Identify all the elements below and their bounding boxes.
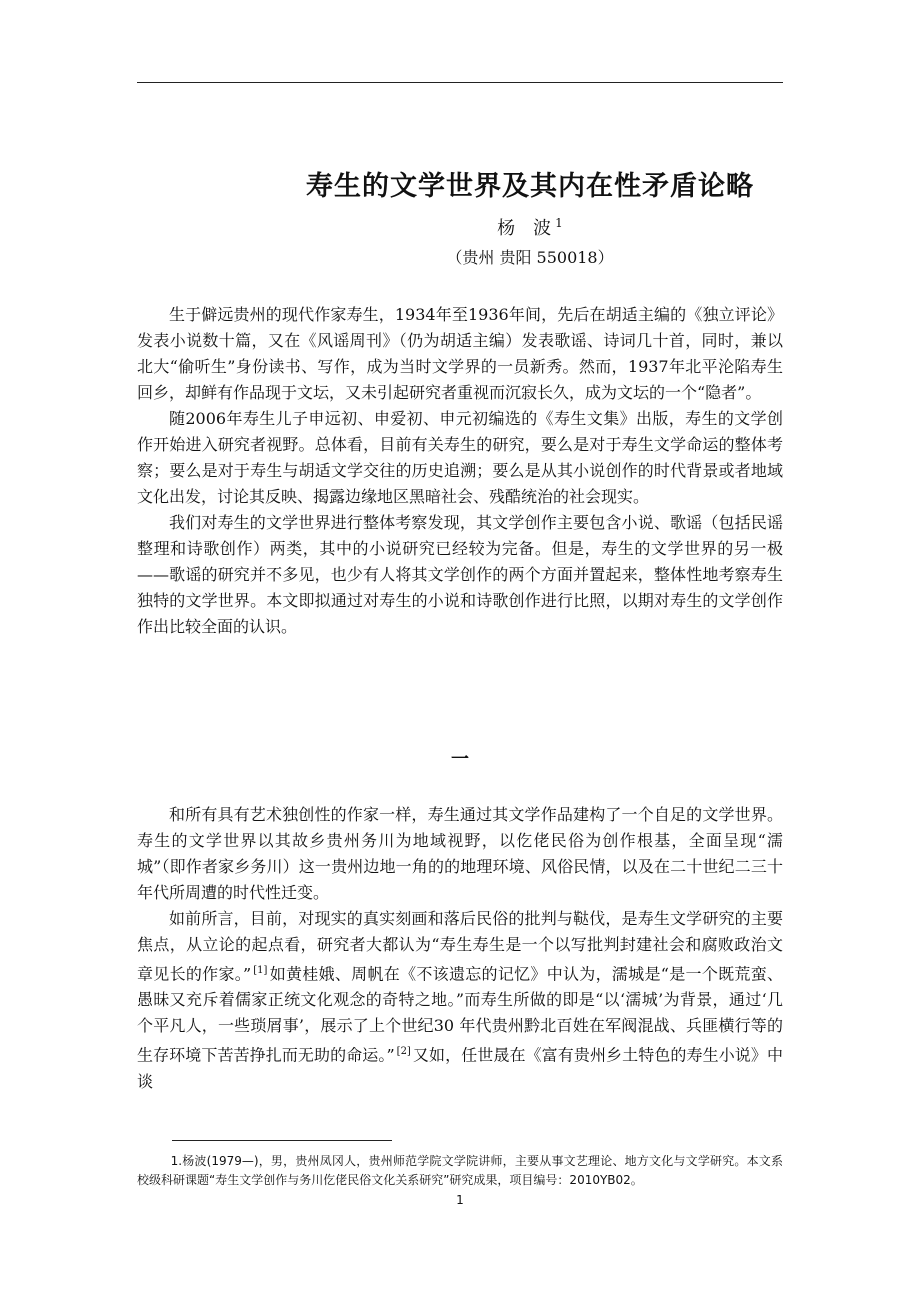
author-affiliation: （贵州 贵阳 550018）: [446, 248, 614, 267]
header-rule: [137, 82, 783, 83]
citation-ref[interactable]: [1]: [253, 965, 268, 976]
article-title: 寿生的文学世界及其内在性矛盾论略: [306, 171, 754, 202]
author-footnote-mark[interactable]: 1: [555, 216, 563, 230]
footnote: 1.杨波(1979—)，男，贵州凤冈人，贵州师范学院文学院讲师，主要从事文艺理论、地方文化与文学研究。本文系校级科研课题“寿生文学创作与务川仡佬民俗文化关系研究”研究成果，项目编号：2010YB02。: [137, 1154, 783, 1187]
author-line: [137, 214, 920, 240]
paragraph: 和所有具有艺术独创性的作家一样，寿生通过其文学作品建构了一个自足的文学世界。寿生的文学世界以其故乡贵州务川为地域视野，以仡佬民俗为创作根基，全面呈现“濡城”（即作者家乡务川）这一贵州边地一角的的地理环境、风俗民情，以及在二十世纪二三十年代所周遭的时代性迁变。: [137, 805, 783, 902]
section-heading: 一: [451, 749, 469, 770]
footnote-separator: [172, 1140, 392, 1141]
intro-section: [137, 302, 783, 640]
paragraph: 生于僻远贵州的现代作家寿生，1934年至1936年间，先后在胡适主编的《独立评论》发表小说数十篇，又在《风谣周刊》（仍为胡适主编）发表歌谣、诗词几十首，同时，兼以北大“偷听生”身份读书、写作，成为当时文学界的一员新秀。然而，1937年北平沦陷寿生回乡，却鲜有作品现于文坛，又未引起研究者重视而沉寂长久，成为文坛的一个“隐者”。: [137, 305, 783, 402]
paragraph-text: 如黄桂娥、周帆在《不该遗忘的记忆》中认为，濡城是“是一个既荒蛮、愚昧又充斥着儒家正统文化观念的奇特之地。”而寿生所做的即是“以‘濡城’为背景，通过‘几个平凡人，一些琐屑事’，展示了上个世纪30 年代贵州黔北百姓在军阀混战、兵匪横行等的生存环境下苦苦挣扎而无助的命运。”: [137, 964, 783, 1065]
citation-ref[interactable]: [2]: [396, 1046, 411, 1058]
paragraph: 我们对寿生的文学世界进行整体考察发现，其文学创作主要包含小说、歌谣（包括民谣整理和诗歌创作）两类，其中的小说研究已经较为完备。但是，寿生的文学世界的另一极——歌谣的研究并不多见，也少有人将其文学创作的两个方面并置起来，整体性地考察寿生独特的文学世界。本文即拟通过对寿生的小说和诗歌创作进行比照，以期对寿生的文学创作作出比较全面的认识。: [137, 513, 783, 636]
section-1-body: [137, 802, 783, 1095]
paragraph: 随2006年寿生儿子申远初、申爱初、申元初编选的《寿生文集》出版，寿生的文学创作开始进入研究者视野。总体看，目前有关寿生的研究，要么是对于寿生文学命运的整体考察；要么是对于寿生与胡适文学交往的历史追溯；要么是从其小说创作的时代背景或者地域文化出发，讨论其反映、揭露边缘地区黑暗社会、残酷统治的社会现实。: [137, 409, 783, 506]
paragraph-text: 又如，任世晟在《富有贵州乡土特色的寿生小说》中谈: [137, 1045, 783, 1091]
page-number: 1: [456, 1193, 464, 1207]
author-name: 杨 波: [497, 218, 552, 239]
paragraph: [137, 906, 783, 1095]
paragraph-text: 如前所言，目前，对现实的真实刻画和落后民俗的批判与鞑伐，是寿生文学研究的主要焦点，从立论的起点看，研究者大都认为“寿生寿生是一个以写批判封建社会和腐败政治文章见长的作家。”: [137, 909, 783, 984]
